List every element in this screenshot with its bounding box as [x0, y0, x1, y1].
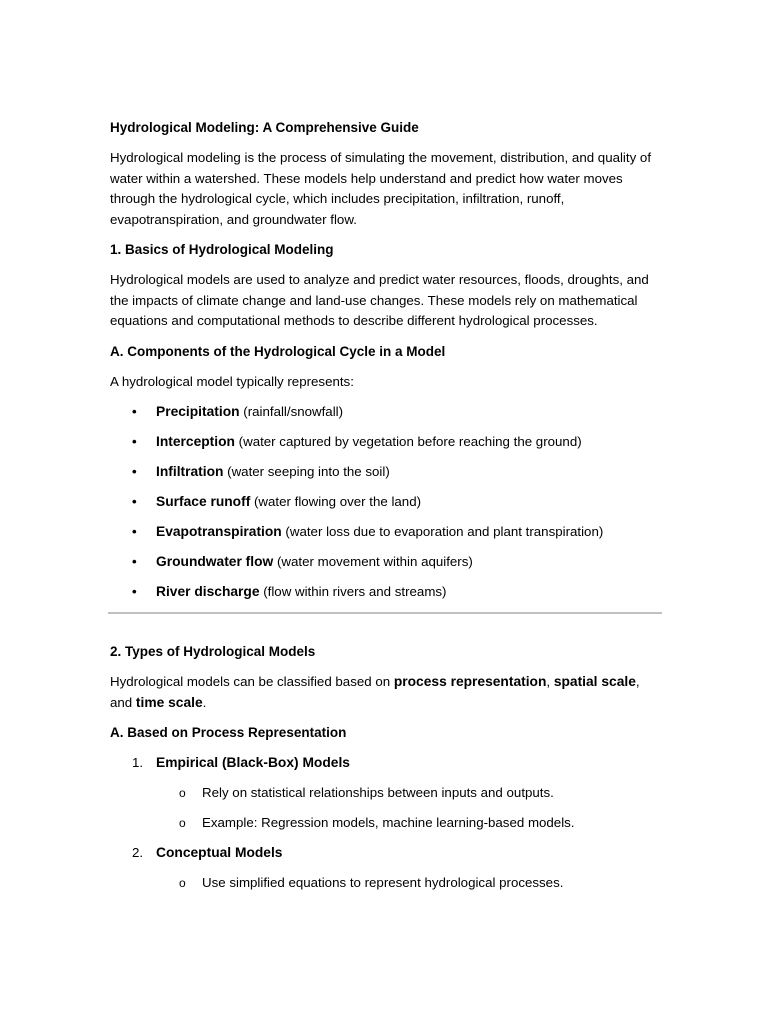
- sub-list: [110, 873, 660, 893]
- section-2-text-end: .: [202, 694, 207, 710]
- list-item-term: Precipitation: [156, 404, 240, 419]
- list-item-term: Evapotranspiration: [156, 524, 282, 539]
- list-item-term: Interception: [156, 434, 235, 449]
- model-types-list: [110, 753, 660, 893]
- model-name: Conceptual Models: [156, 845, 283, 860]
- hydrological-components-list: [110, 402, 660, 602]
- list-item: [110, 432, 660, 452]
- section-2-text-start: Hydrological models can be classified based on: [110, 674, 394, 689]
- sub-list-item-text: Rely on statistical relationships between inputs and outputs.: [202, 785, 554, 800]
- numbered-item: [110, 753, 660, 833]
- list-item: [110, 582, 660, 602]
- horizontal-divider: [108, 612, 662, 614]
- list-item-term: River discharge: [156, 584, 260, 599]
- list-item-desc: (rainfall/snowfall): [239, 404, 344, 419]
- circle-bullet-icon: o: [179, 816, 186, 830]
- bullet-icon: •: [132, 494, 137, 509]
- document-title: Hydrological Modeling: A Comprehensive Guide: [110, 120, 419, 135]
- circle-bullet-icon: o: [179, 786, 186, 800]
- bullet-icon: •: [132, 464, 137, 479]
- intro-paragraph: Hydrological modeling is the process of simulating the movement, distribution, and quality of water within a watershed. These models help understand and predict how water moves through the hydrological cycle, which includes precipitation, infiltration, runoff, evapotranspiration, and groundwater flow.: [110, 150, 652, 227]
- list-item: [110, 462, 660, 482]
- numbered-item-line: [110, 753, 660, 773]
- emphasis-process-representation: process representation: [393, 674, 547, 689]
- list-item-desc: (water captured by vegetation before reaching the ground): [234, 434, 582, 449]
- list-item-desc: (water flowing over the land): [250, 494, 422, 509]
- document-content: [110, 118, 660, 903]
- section-1a-lead: A hydrological model typically represents:: [110, 373, 354, 389]
- list-item-desc: (flow within rivers and streams): [259, 584, 447, 599]
- list-item: [110, 522, 660, 542]
- section-1-paragraph: Hydrological models are used to analyze and predict water resources, floods, droughts, and the impacts of climate change and land-use changes. These models rely on mathematical equations and computational methods to describe different hydrological processes.: [110, 272, 649, 328]
- list-item-term: Surface runoff: [156, 494, 251, 509]
- item-number: 1.: [132, 755, 144, 770]
- section-2-heading: 2. Types of Hydrological Models: [110, 644, 316, 659]
- list-item-term: Groundwater flow: [156, 554, 274, 569]
- emphasis-time-scale: time scale: [135, 694, 203, 710]
- section-2-separator-2: , and: [110, 674, 640, 710]
- sub-list-item-text: Use simplified equations to represent hydrological processes.: [202, 875, 564, 890]
- sub-list-item: [110, 783, 660, 803]
- list-item-desc: (water loss due to evaporation and plant transpiration): [281, 524, 604, 539]
- bullet-icon: •: [132, 524, 137, 539]
- section-1a-heading: A. Components of the Hydrological Cycle in a Model: [110, 343, 446, 359]
- circle-bullet-icon: o: [179, 876, 186, 890]
- sub-list-item: [110, 813, 660, 833]
- bullet-icon: •: [132, 584, 137, 599]
- model-name: Empirical (Black-Box) Models: [156, 755, 350, 770]
- section-2-paragraph: [110, 672, 660, 713]
- bullet-icon: •: [132, 554, 137, 569]
- list-item-desc: (water seeping into the soil): [223, 464, 390, 479]
- numbered-item-line: [110, 843, 660, 863]
- list-item-desc: (water movement within aquifers): [273, 554, 473, 569]
- bullet-icon: •: [132, 404, 137, 419]
- numbered-item: [110, 843, 660, 893]
- list-item-term: Infiltration: [156, 464, 224, 479]
- list-item: [110, 492, 660, 512]
- section-2-separator-1: ,: [546, 674, 554, 689]
- sub-list-item-text: Example: Regression models, machine learning-based models.: [202, 815, 575, 830]
- bullet-icon: •: [132, 434, 137, 449]
- list-item: [110, 552, 660, 572]
- sub-list: [110, 783, 660, 833]
- item-number: 2.: [132, 845, 144, 860]
- emphasis-spatial-scale: spatial scale: [553, 674, 636, 689]
- section-2a-heading: A. Based on Process Representation: [110, 725, 347, 740]
- section-1-heading: 1. Basics of Hydrological Modeling: [110, 242, 334, 257]
- list-item: [110, 402, 660, 422]
- sub-list-item: [110, 873, 660, 893]
